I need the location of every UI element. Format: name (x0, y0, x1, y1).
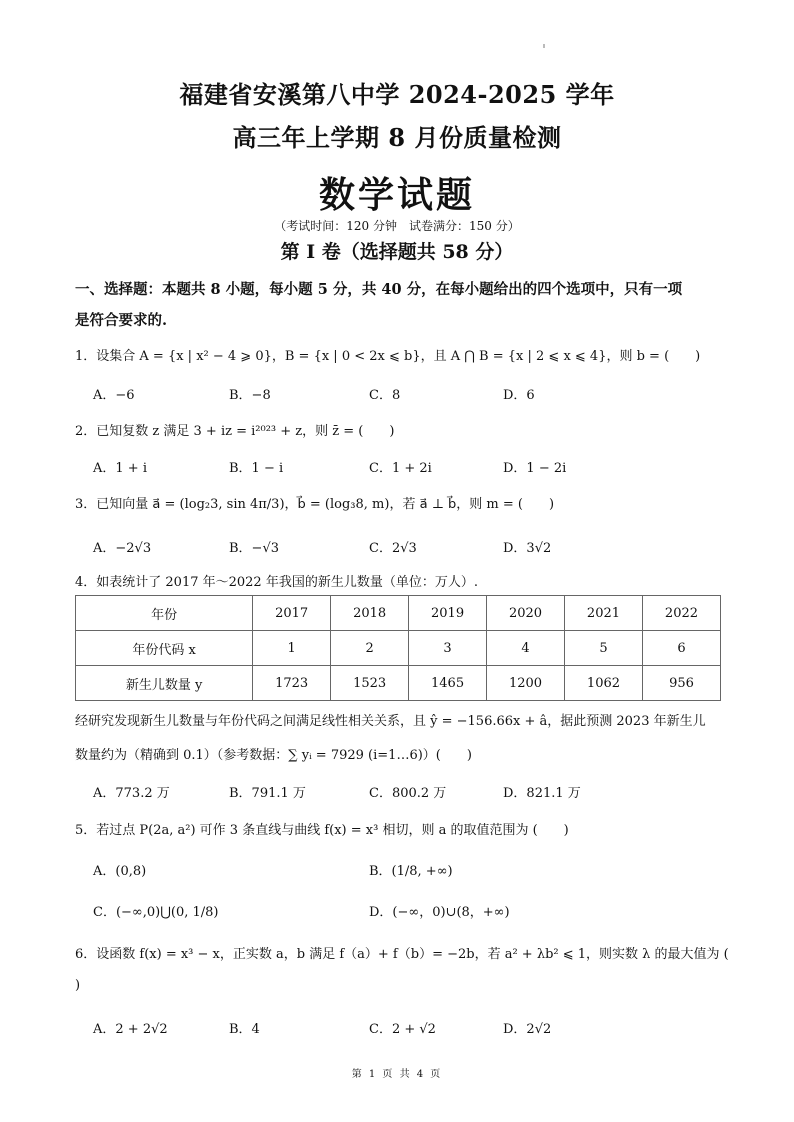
table-row (76, 596, 721, 631)
table-cell: 1723 (253, 666, 331, 701)
scan-mark (543, 44, 545, 48)
section-heading-line2: 是符合要求的. (75, 312, 168, 329)
table-cell: 2019 (409, 596, 487, 631)
question-4-text-2: 数量约为（精确到 0.1）（参考数据：∑ yᵢ = 7929 (i=1…6)）( ) (75, 748, 472, 763)
table-cell: 2018 (331, 596, 409, 631)
table-cell: 新生儿数量 y (76, 666, 253, 701)
q2-option-a[interactable]: A．1 + i (93, 461, 147, 476)
table-cell: 2020 (487, 596, 565, 631)
table-cell: 1465 (409, 666, 487, 701)
table-cell: 1523 (331, 666, 409, 701)
table-cell: 2022 (642, 596, 720, 631)
q3-option-d[interactable]: D．3√2 (503, 541, 552, 556)
page-footer: 第 1 页 共 4 页 (351, 1069, 443, 1080)
q1-option-c[interactable]: C．8 (369, 388, 401, 403)
question-4-stem: 4．如表统计了 2017 年～2022 年我国的新生儿数量（单位：万人）. (75, 575, 478, 590)
q2-option-d[interactable]: D．1 − 2i (503, 461, 567, 476)
q1-option-b[interactable]: B．−8 (229, 388, 271, 403)
q2-option-c[interactable]: C．1 + 2i (369, 461, 432, 476)
table-cell: 956 (642, 666, 720, 701)
q5-option-c[interactable]: C．(−∞,0)⋃(0, 1/8) (93, 905, 219, 920)
q3-option-c[interactable]: C．2√3 (369, 541, 417, 556)
section-heading-line1: 一、选择题：本题共 8 小题，每小题 5 分，共 40 分，在每小题给出的四个选项中，只有一项 (75, 281, 683, 298)
q4-option-a[interactable]: A．773.2 万 (93, 786, 170, 801)
table-cell: 1200 (487, 666, 565, 701)
section-heading (75, 274, 735, 336)
table-cell: 3 (409, 631, 487, 666)
table-cell: 2 (331, 631, 409, 666)
question-4-text-1: 经研究发现新生儿数量与年份代码之间满足线性相关关系，且 ŷ = −156.66x + â，据此预测 2023 年新生儿 (75, 714, 706, 729)
q4-option-b[interactable]: B．791.1 万 (229, 786, 306, 801)
q1-option-a[interactable]: A．−6 (93, 388, 135, 403)
table-cell: 1 (253, 631, 331, 666)
q6-option-b[interactable]: B．4 (229, 1022, 260, 1037)
subject-title: 数学试题 (318, 174, 475, 216)
q6-option-d[interactable]: D．2√2 (503, 1022, 552, 1037)
question-6-stem-cont: ) (75, 978, 81, 993)
table-cell: 5 (565, 631, 643, 666)
table-row (76, 666, 721, 701)
q5-option-a[interactable]: A．(0,8) (93, 864, 147, 879)
school-title: 福建省安溪第八中学 2024-2025 学年 (179, 80, 615, 109)
table-cell: 年份代码 x (76, 631, 253, 666)
q4-option-c[interactable]: C．800.2 万 (369, 786, 447, 801)
q1-option-d[interactable]: D．6 (503, 388, 535, 403)
table-cell: 年份 (76, 596, 253, 631)
table-row (76, 631, 721, 666)
question-5-stem: 5．若过点 P(2a, a²) 可作 3 条直线与曲线 f(x) = x³ 相切，则 a 的取值范围为 ( ) (75, 823, 569, 838)
table-cell: 6 (642, 631, 720, 666)
q4-option-d[interactable]: D．821.1 万 (503, 786, 581, 801)
q6-option-c[interactable]: C．2 + √2 (369, 1022, 436, 1037)
q5-option-b[interactable]: B．(1/8, +∞) (369, 864, 453, 879)
table-cell: 2021 (565, 596, 643, 631)
q3-option-b[interactable]: B．−√3 (229, 541, 280, 556)
q2-option-b[interactable]: B．1 − i (229, 461, 284, 476)
table-cell: 1062 (565, 666, 643, 701)
table-cell: 2017 (253, 596, 331, 631)
question-6-stem: 6．设函数 f(x) = x³ − x，正实数 a，b 满足 f（a）+ f（b）= −2b，若 a² + λb² ⩽ 1，则实数 λ 的最大值为 ( (75, 947, 729, 962)
question-1-stem: 1．设集合 A = {x | x² − 4 ⩾ 0}，B = {x | 0 < 2x ⩽ b}，且 A ⋂ B = {x | 2 ⩽ x ⩽ 4}，则 b = ( ) (75, 349, 701, 364)
question-3-stem: 3．已知向量 a⃗ = (log₂3, sin 4π/3)，b⃗ = (log₃8, m)，若 a⃗ ⊥ b⃗，则 m = ( ) (75, 497, 555, 512)
q5-option-d[interactable]: D．(−∞，0)∪(8，+∞) (369, 905, 510, 920)
exam-info: （考试时间：120 分钟 试卷满分：150 分） (274, 219, 520, 233)
part-title: 第 I 卷（选择题共 58 分） (280, 241, 514, 263)
question-2-stem: 2．已知复数 z 满足 3 + iz = i²⁰²³ + z，则 z̄ = ( ) (75, 424, 395, 439)
exam-title: 高三年上学期 8 月份质量检测 (232, 123, 562, 152)
table-cell: 4 (487, 631, 565, 666)
q3-option-a[interactable]: A．−2√3 (93, 541, 152, 556)
q6-option-a[interactable]: A．2 + 2√2 (93, 1022, 168, 1037)
newborn-table (75, 595, 721, 701)
